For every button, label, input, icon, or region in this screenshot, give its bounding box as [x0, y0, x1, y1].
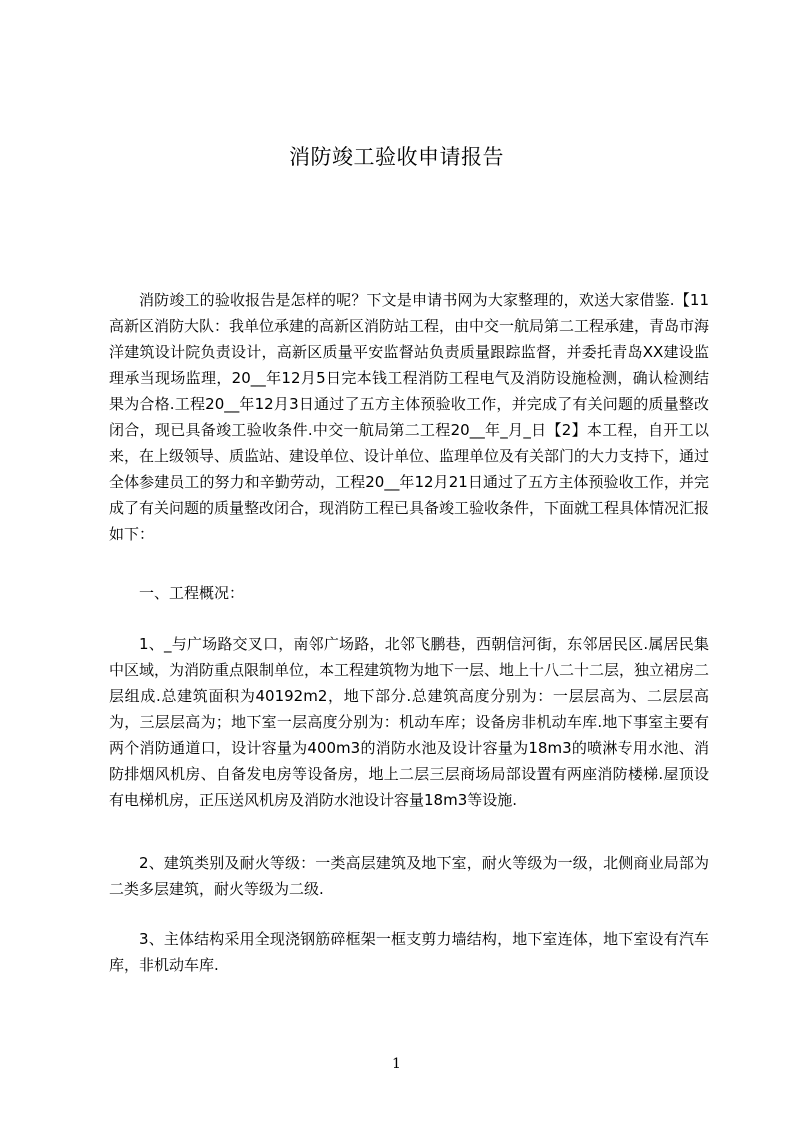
- intro-paragraph: 消防竣工的验收报告是怎样的呢？下文是申请书网为大家整理的，欢送大家借鉴.【11高新区消防大队：我单位承建的高新区消防站工程，由中交一航局第二工程承建，青岛市海洋建筑设计院负责设计，高新区质量平安监督站负责质量跟踪监督，并委托青岛XX建设监理承当现场监理，20__年12月5日完本钱工程消防工程电气及消防设施检测，确认检测结果为合格.工程20__年12月3日通过了五方主体预验收工作，并完成了有关问题的质量整改闭合，现已具备竣工验收条件.中交一航局第二工程20__年_月_日【2】本工程，自开工以来，在上级领导、质监站、建设单位、设计单位、监理单位及有关部门的大力支持下，通过全体参建员工的努力和辛勤劳动，工程20__年12月21日通过了五方主体预验收工作，并完成了有关问题的质量整改闭合，现消防工程已具备竣工验收条件，下面就工程具体情况汇报如下：: [109, 291, 710, 543]
- section-heading-overview: 一、工程概况：: [139, 584, 245, 602]
- overview-item-2: 2、建筑类别及耐火等级：一类高层建筑及地下室，耐火等级为一级，北侧商业局部为二类多层建筑，耐火等级为二级.: [109, 854, 709, 898]
- document-title: 消防竣工验收申请报告: [289, 145, 504, 169]
- overview-item-1: 1、_与广场路交叉口，南邻广场路，北邻飞鹏巷，西朝信河街，东邻居民区.属居民集中区域，为消防重点限制单位，本工程建筑物为地下一层、地上十八二十二层，独立裙房二层组成.总建筑面积为40192m2，地下部分.总建筑高度分别为：一层层高为、二层层高为，三层层高为；地下室一层高度分别为：机动车库；设备房非机动车库.地下事室主要有两个消防通道口，设计容量为400m3的消防水池及设计容量为18m3的喷淋专用水池、消防排烟风机房、自备发电房等设备房，地上二层三层商场局部设置有两座消防楼梯.屋顶设有电梯机房，正压送风机房及消防水池设计容量18m3等设施.: [109, 635, 710, 809]
- page-number: 1: [392, 1056, 401, 1072]
- overview-item-3: 3、主体结构采用全现浇钢筋碎框架一框支剪力墙结构，地下室连体，地下室设有汽车库，非机动车库.: [109, 930, 709, 974]
